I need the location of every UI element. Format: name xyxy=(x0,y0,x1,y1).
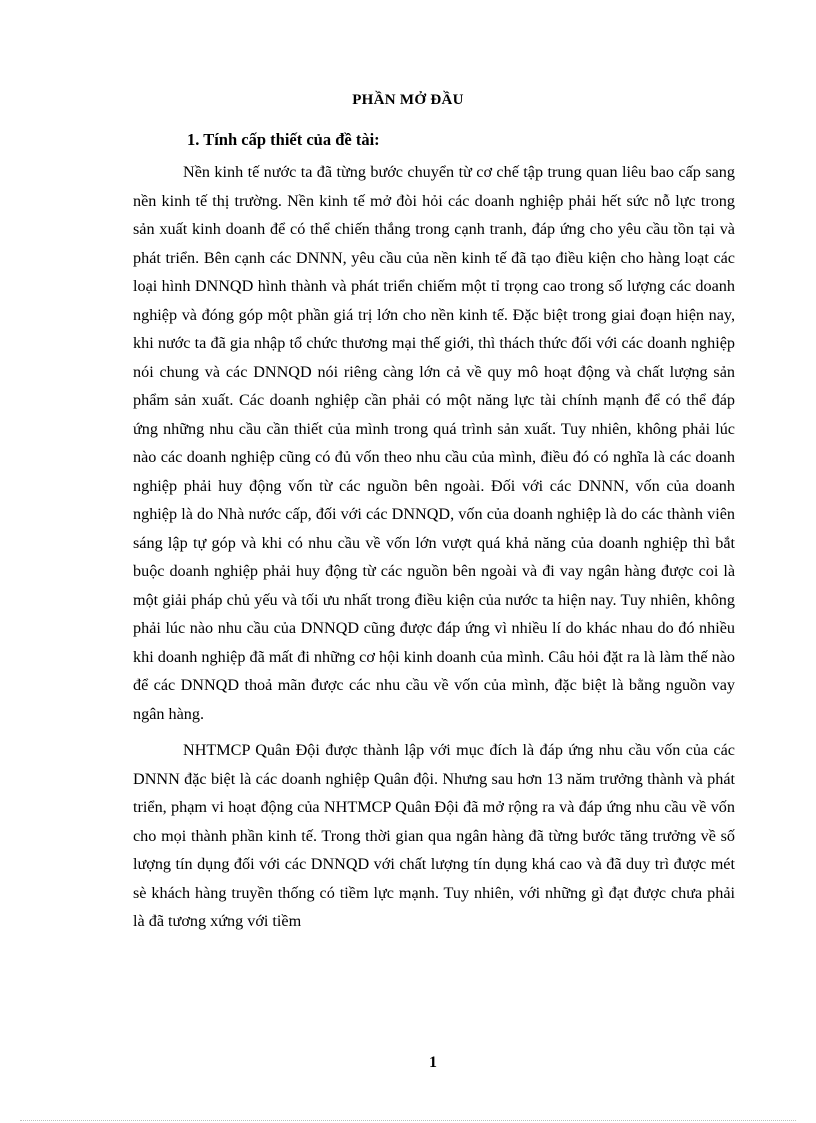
body-text xyxy=(133,158,735,936)
paragraph-2: NHTMCP Quân Đội được thành lập với mục đích là đáp ứng nhu cầu vốn của các DNNN đặc biệt là các doanh nghiệp Quân đội. Nhưng sau hơn 13 năm trưởng thành và phát triển, phạm vi hoạt động của NHTMCP Quân Đội đã mở rộng ra và đáp ứng nhu cầu về vốn cho mọi thành phần kinh tế. Trong thời gian qua ngân hàng đã từng bước tăng trưởng về số lượng tín dụng đối với các DNNQD với chất lượng tín dụng khá cao và đã duy trì được mét sè khách hàng truyền thống có tiềm lực mạnh. Tuy nhiên, với những gì đạt được chưa phải là đã tương xứng với tiềm xyxy=(133,741,735,930)
page-number: 1 xyxy=(429,1054,437,1071)
page-bottom-divider xyxy=(20,1120,796,1121)
section-heading: 1. Tính cấp thiết của đề tài: xyxy=(187,130,380,149)
page-title: PHẦN MỞ ĐẦU xyxy=(352,92,464,108)
paragraph-1: Nền kinh tế nước ta đã từng bước chuyển từ cơ chế tập trung quan liêu bao cấp sang nền kinh tế thị trường. Nền kinh tế mở đòi hỏi các doanh nghiệp phải hết sức nỗ lực trong sản xuất kinh doanh để có thể chiến thắng trong cạnh tranh, đáp ứng cho yêu cầu tồn tại và phát triển. Bên cạnh các DNNN, yêu cầu của nền kinh tế đã tạo điều kiện cho hàng loạt các loại hình DNNQD hình thành và phát triển chiếm một tỉ trọng cao trong số lượng các doanh nghiệp và đóng góp một phần giá trị lớn cho nền kinh tế. Đặc biệt trong giai đoạn hiện nay, khi nước ta đã gia nhập tổ chức thương mại thế giới, thì thách thức đối với các doanh nghiệp nói chung và các DNNQD nói riêng càng lớn cả về quy mô hoạt động và chất lượng sản phẩm sản xuất. Các doanh nghiệp cần phải có một năng lực tài chính mạnh để có thể đáp ứng những nhu cầu cần thiết của mình trong quá trình sản xuất. Tuy nhiên, không phải lúc nào các doanh nghiệp cũng có đủ vốn theo nhu cầu của mình, điều đó có nghĩa là các doanh nghiệp phải huy động vốn từ các nguồn bên ngoài. Đối với các DNNN, vốn của doanh nghiệp là do Nhà nước cấp, đối với các DNNQD, vốn của doanh nghiệp là do các thành viên sáng lập tự góp và khi có nhu cầu về vốn lớn vượt quá khả năng của doanh nghiệp thì bắt buộc doanh nghiệp phải huy động từ các nguồn bên ngoài và đi vay ngân hàng được coi là một giải pháp chủ yếu và tối ưu nhất trong điều kiện của nước ta hiện nay. Tuy nhiên, không phải lúc nào nhu cầu của DNNQD cũng được đáp ứng vì nhiều lí do khác nhau do đó nhiều khi doanh nghiệp đã mất đi những cơ hội kinh doanh của mình. Câu hỏi đặt ra là làm thế nào để các DNNQD thoả mãn được các nhu cầu về vốn của mình, đặc biệt là bằng nguồn vay ngân hàng. xyxy=(133,163,735,723)
